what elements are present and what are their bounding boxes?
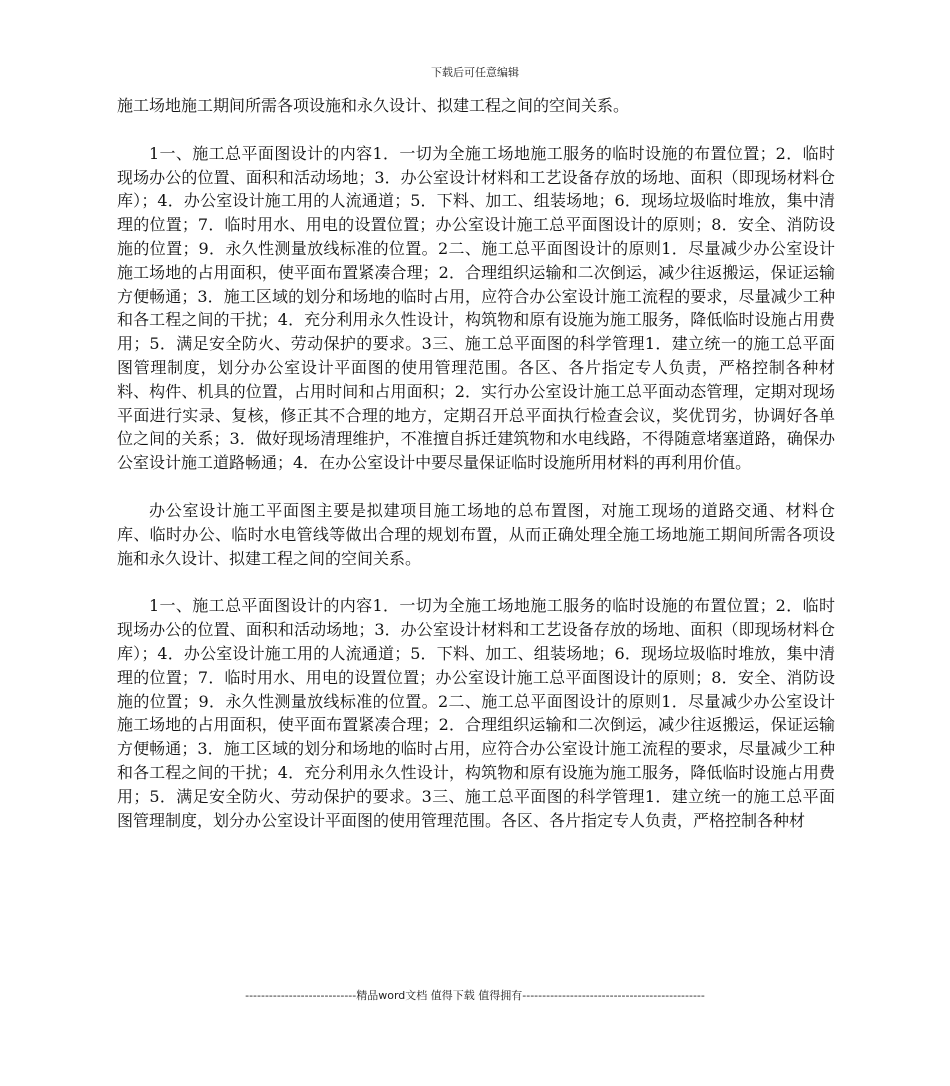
paragraph-2: 1一、施工总平面图设计的内容1．一切为全施工场地施工服务的临时设施的布置位置；2．临时现场办公的位置、面积和活动场地；3．办公室设计材料和工艺设备存放的场地、面积（即现场材料仓库）；4．办公室设计施工用的人流通道；5．下料、加工、组装场地；6．现场垃圾临时堆放，集中清理的位置；7．临时用水、用电的设置位置；办公室设计施工总平面图设计的原则；8．安全、消防设施的位置；9．永久性测量放线标准的位置。2二、施工总平面图设计的原则1．尽量减少办公室设计施工场地的占用面积，使平面布置紧凑合理；2．合理组织运输和二次倒运，减少往返搬运，保证运输方便畅通；3．施工区域的划分和场地的临时占用，应符合办公室设计施工流程的要求，尽量减少工种和各工程之间的干扰；4．充分利用永久性设计，构筑物和原有设施为施工服务，降低临时设施占用费用；5．满足安全防火、劳动保护的要求。3三、施工总平面图的科学管理1．建立统一的施工总平面图管理制度，划分办公室设计平面图的使用管理范围。各区、各片指定专人负责，严格控制各种材料、构件、机具的位置，占用时间和占用面积；2．实行办公室设计施工总平面动态管理，定期对现场平面进行实录、复核，修正其不合理的地方，定期召开总平面执行检查会议，奖优罚劣，协调好各单位之间的关系；3．做好现场清理维护，不准擅自拆迁建筑物和水电线路，不得随意堵塞道路，确保办公室设计施工道路畅通；4．在办公室设计中要尽量保证临时设施所用材料的再利用价值。	[117, 143, 835, 473]
page-header: 下载后可任意编辑	[431, 66, 519, 79]
paragraph-gap	[117, 475, 835, 499]
paragraph-4: 1一、施工总平面图设计的内容1．一切为全施工场地施工服务的临时设施的布置位置；2．临时现场办公的位置、面积和活动场地；3．办公室设计材料和工艺设备存放的场地、面积（即现场材料仓库）；4．办公室设计施工用的人流通道；5．下料、加工、组装场地；6．现场垃圾临时堆放，集中清理的位置；7．临时用水、用电的设置位置；办公室设计施工总平面图设计的原则；8．安全、消防设施的位置；9．永久性测量放线标准的位置。2二、施工总平面图设计的原则1．尽量减少办公室设计施工场地的占用面积，使平面布置紧凑合理；2．合理组织运输和二次倒运，减少往返搬运，保证运输方便畅通；3．施工区域的划分和场地的临时占用，应符合办公室设计施工流程的要求，尽量减少工种和各工程之间的干扰；4．充分利用永久性设计，构筑物和原有设施为施工服务，降低临时设施占用费用；5．满足安全防火、劳动保护的要求。3三、施工总平面图的科学管理1．建立统一的施工总平面图管理制度，划分办公室设计平面图的使用管理范围。各区、各片指定专人负责，严格控制各种材	[117, 596, 835, 830]
document-body	[117, 94, 835, 975]
paragraph-3: 办公室设计施工平面图主要是拟建项目施工场地的总布置图，对施工现场的道路交通、材料仓库、临时办公、临时水电管线等做出合理的规划布置，从而正确处理全施工场地施工期间所需各项设施和永久设计、拟建工程之间的空间关系。	[117, 500, 835, 568]
text-column	[117, 94, 835, 975]
paragraph-gap	[117, 118, 835, 142]
paragraph-1: 施工场地施工期间所需各项设施和永久设计、拟建工程之间的空间关系。	[117, 96, 630, 115]
paragraph-gap	[117, 570, 835, 594]
page-footer: ----------------------------精品word文档 值得下载 值得拥有----------------------------------------------	[245, 989, 705, 1002]
